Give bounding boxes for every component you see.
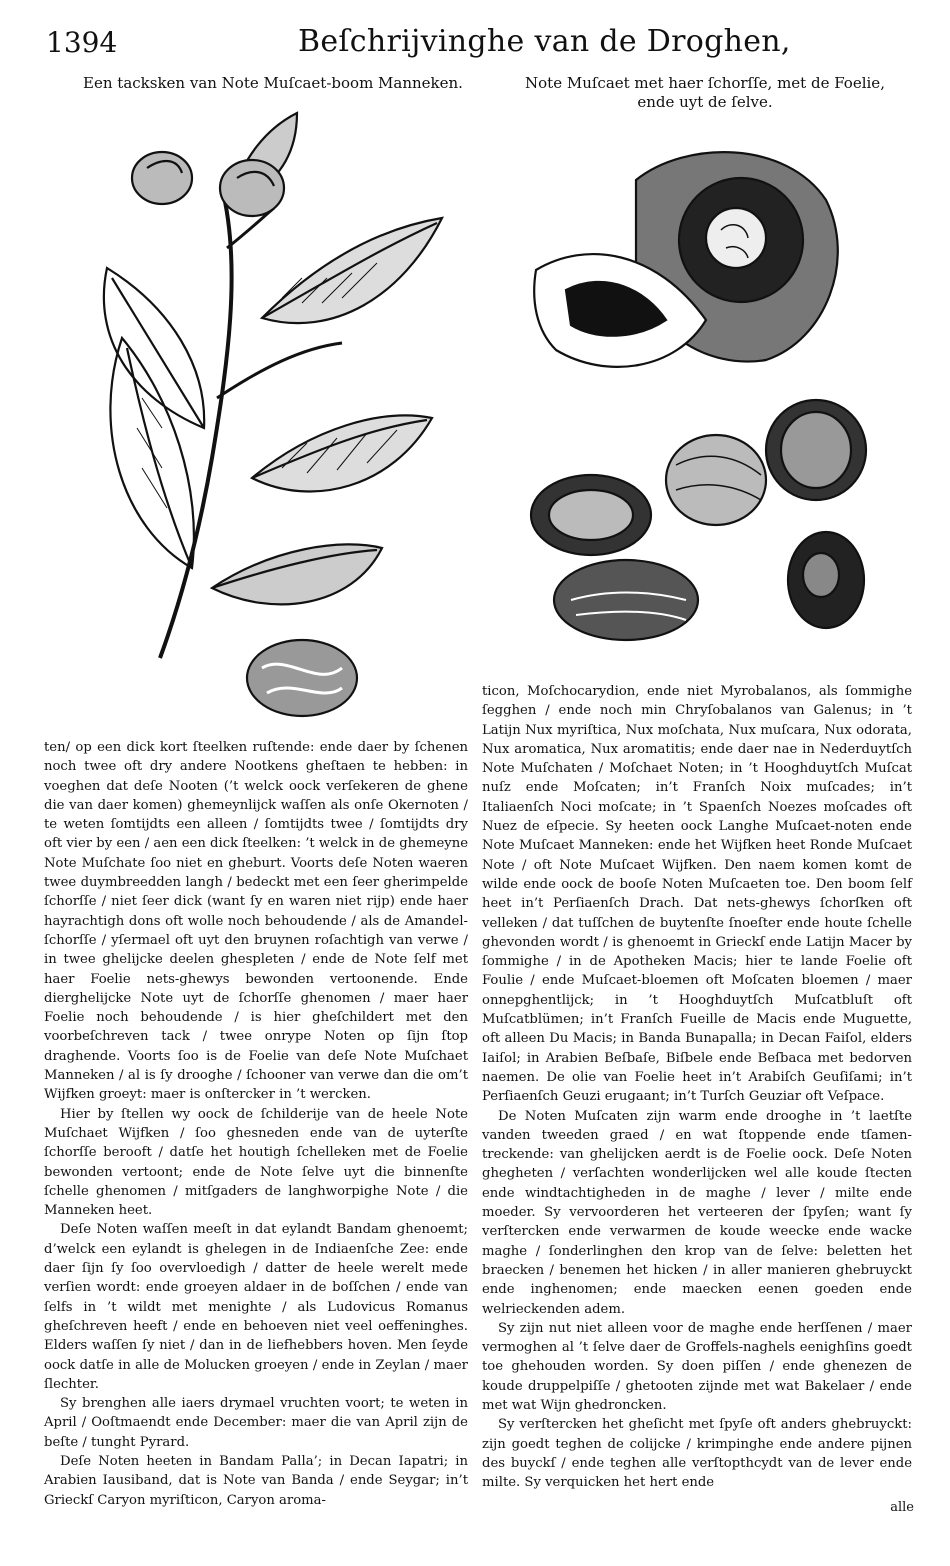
page-number: 1394 (46, 26, 118, 59)
caption-left: Een tacksken van Note Muſcaet-boom Manneken. (83, 74, 463, 92)
caption-right-line2: ende uyt de ſelve. (637, 93, 773, 111)
right-paragraph-4: Sy verſtercken het gheſicht met ſpyſe oft anders ghebruyckt: zijn goedt teghen de colijcke / krimpinghe ende andere pijnen des buyckſ / ende teghen alle verſtopthcydt van de lever ende milte. Sy verquicken het hert ende (482, 1417, 912, 1491)
right-paragraph-3: Sy zijn nut niet alleen voor de maghe ende herſſenen / maer vermoghen al ’t ſelve daer de Groffels-naghels eenighſins goedt toe ghehouden worden. Sy doen piſſen / ende ghenezen de koude druppelpiſſe / ghetooten zijnde met wat Bakelaer / ende met wat Wijn ghedroncken. (482, 1320, 912, 1413)
right-paragraph-1: ticon, Moſchocarydion, ende niet Myrobalanos, als ſommighe ſegghen / ende noch min Chryſobalanos van Galenus; in ’t Latijn Nux myriſtica, Nux moſchata, Nux muſcara, Nux odorata, Nux aromatica, Nux aromatitis; ende daer nae in Nederduytſch Note Muſchaten / Moſchaet Noten; in ’t Hooghduytſch Muſcat nuſz ende Moſcaten; in’t Franſch Noix muſcades; in’t Italiaenſch Noci moſcate; in ’t Spaenſch Noezes moſcades oft Nuez de eſpecie. Sy heeten oock Langhe Muſcaet-noten ende Note Muſcaet Manneken: ende het Wijfken heet Ronde Muſcaet Note / oft Note Muſcaet Wijfken. Den naem komen komt de wilde ende oock de booſe Noten Muſcaeten toe. Den boom ſelf heet in’t Perſiaenſch Drach. Dat nets-ghewys ſchorſken oft velleken / dat tuſſchen de buytenſte ſnoeſter ende houte ſchelle ghevonden wordt / is ghenoemt in Grieckſ ende Latijn Macer by ſommighe / in de Apotheken Macis; hier te lande Foelie oft Foulie / ende Muſcaet-bloemen oft Moſcaten bloemen / maer onnepghentlijck; in ’t Hooghduytſch Muſcatbluſt oft Muſcatblümen; in’t Franſch Fueille de Macis ende Muguette, oft alleen Du Macis; in Banda Bunapalla; in Decan Faiſol, elders Iaiſol; in Arabien Beſbaſe, Biſbele ende Beſbaca met bedorven naemen. De olie van Foelie heet in’t Arabiſch Geuſiſami; in’t Perſiaenſch Geuzi erugaant; in’t Turſch Geuziar oft Veſpace. (482, 684, 912, 1105)
left-paragraph-2: Hier by ſtellen wy oock de ſchilderije van de heele Note Muſchaet Wijfken / ſoo ghesneden ende van de uyterſte ſchorſſe berooft / datſe het houtigh ſchelleken met de Foelie bewonden vertoont; ende de Note ſelve uyt die binnenſte ſchelle ghenomen / mitſgaders de langhworpighe Note / die Manneken heet. (44, 1106, 468, 1219)
caption-right (520, 74, 890, 112)
running-title: Beſchrijvinghe van de Droghen, (298, 24, 791, 59)
nutmeg-branch-illustration (52, 98, 472, 738)
text-column-right (482, 682, 912, 1492)
left-paragraph-3: Deſe Noten waſſen meeſt in dat eylandt Bandam ghenoemt; d’welck een eylandt is ghelegen in de Indiaenſche Zee: ende daer ſijn ſy ſoo overvloedigh / datter de heele werelt mede verſien wordt: ende groeyen aldaer in de boſſchen / ende van ſelfs in ’t wildt met menighte / als Ludovicus Romanus gheſchreven heeft / ende en behoeven niet veel oeffeninghes. Elders waſſen ſy niet / dan in de liefhebbers hoven. Men ſeyde oock datſe in alle de Molucken groeyen / ende in Zeylan / maer ſlechter. (44, 1222, 468, 1392)
left-paragraph-5: Deſe Noten heeten in Bandam Palla’; in Decan Iapatri; in Arabien Iausiband, dat is Note van Banda / ende Seygar; in’t Grieckſ Caryon myriſticon, Caryon aroma- (44, 1453, 468, 1508)
left-paragraph-4: Sy brenghen alle iaers drymael vruchten voort; te weten in April / Ooſtmaendt ende December: maer die van April zijn de beſte / tunght Pyrard. (44, 1396, 468, 1450)
nutmeg-fruit-illustration (526, 120, 906, 680)
left-paragraph-1: ten/ op een dick kort ſteelken ruſtende: ende daer by ſchenen noch twee oft dry andere Nootkens gheſtaen te hebben: in voeghen dat deſe Nooten (’t welck oock verſekeren de ghene die van daer komen) ghemeynlijck waſſen als onſe Okernoten / te weten ſomtijdts een alleen / ſomtijdts twee / ſomtijdts dry oft vier by een / aen een dick ſteelken: ’t welck in de ghemeyne Note Muſchate ſoo niet en gheburt. Voorts deſe Noten waeren twee duymbreedden langh / bedeckt met een ſeer gherimpelde ſchorſſe / niet ſeer dick (want ſy en waren niet rijp) ende haer hayrachtigh dons oft wolle noch behoudende / als de Amandel-ſchorſſe / yſermael oft uyt den bruynen roſachtigh van verwe / in twee ghelijcke deelen ghespleten / ende de Note ſelf met haer Foelie nets-ghewys bewonden vertoonende. Ende dierghelijcke Note uyt de ſchorſſe ghenomen / maer haer Foelie noch behoudende / is hier gheſchildert met den voorbeſchreven tack / twee onrype Noten op ſijn ſtop draghende. Voorts ſoo is de Foelie van deſe Note Muſchaet Manneken / al is ſy drooghe / ſchooner van verwe dan die om’t Wijfken groeyt: maer is onſtercker in ’t wercken. (44, 740, 468, 1103)
text-column-left (44, 738, 468, 1510)
caption-right-line1: Note Muſcaet met haer ſchorſſe, met de Foelie, (525, 74, 885, 92)
right-paragraph-2: De Noten Muſcaten zijn warm ende drooghe in ’t laetſte vanden tweeden graed / en wat ſtoppende ende tſamen-treckende: van ghelijcken aerdt is de Foelie oock. Deſe Noten ghegheten / verſachten wonderlijcken wel alle koude ſtecten ende windtachtigheden in de maghe / lever / milte ende moeder. Sy vervoorderen het verteeren der ſpyſen; want ſy verſtercken ende verwarmen de koude weecke ende wacke maghe / ſonderlinghen den krop van de ſelve: beletten het braecken / benemen het hicken / in aller manieren ghebruyckt ende inghenomen; ende maecken eenen goeden ende welrieckenden adem. (482, 1108, 912, 1317)
catchword: alle (890, 1500, 914, 1515)
